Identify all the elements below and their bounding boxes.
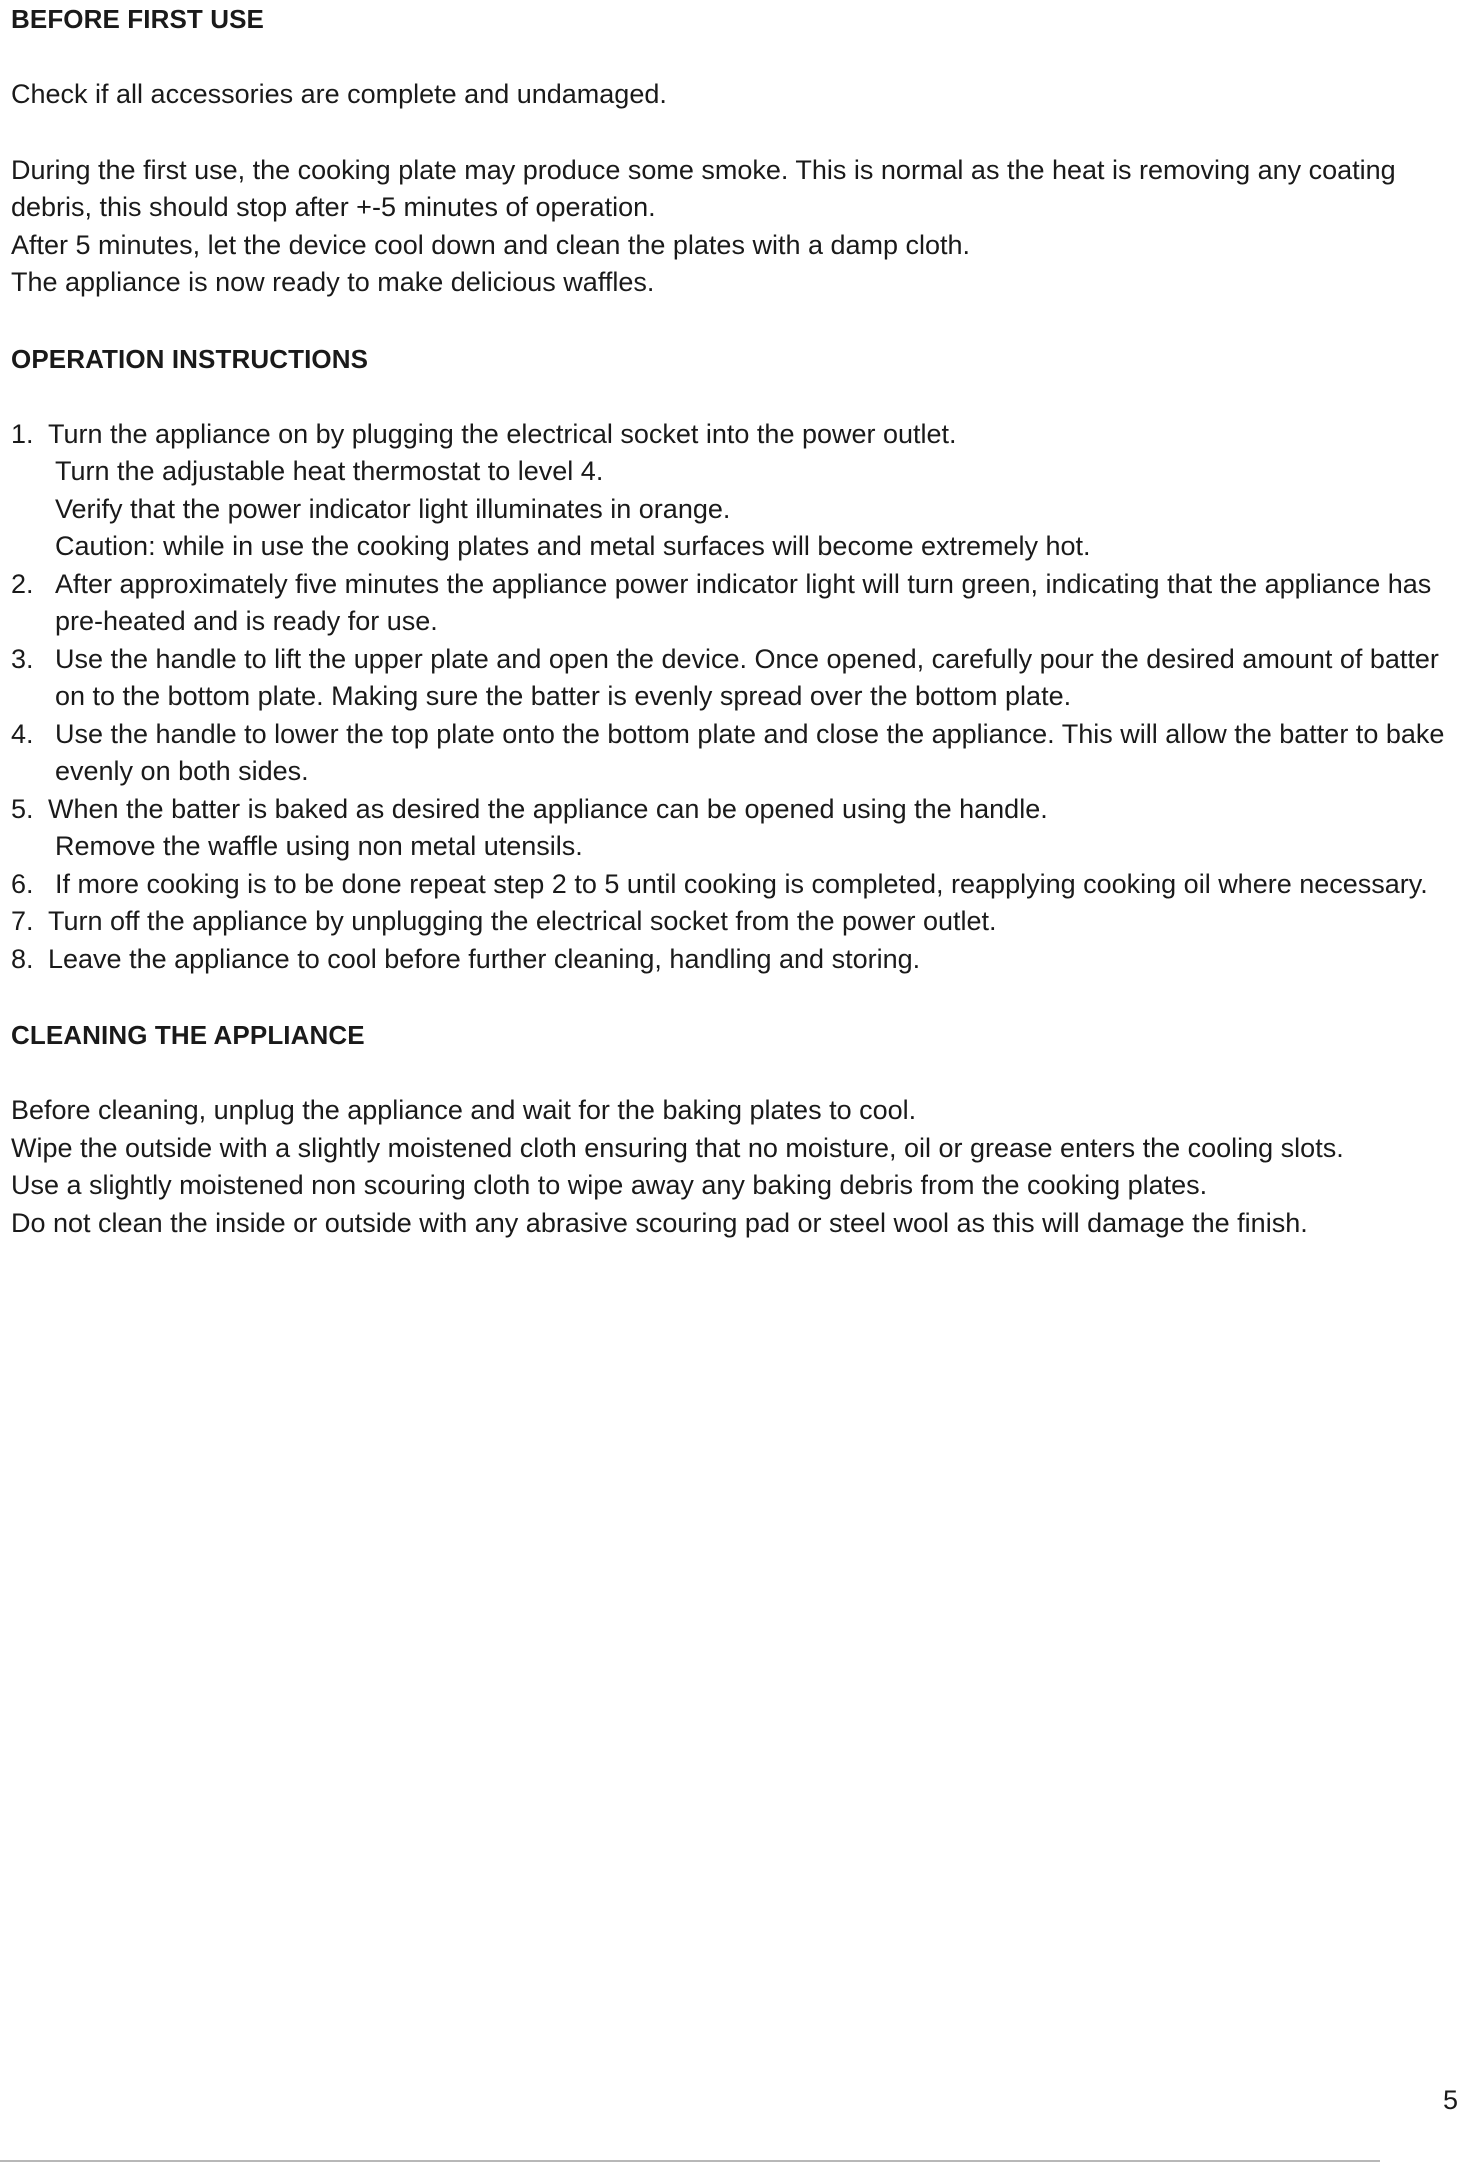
step-text: Turn off the appliance by unplugging the electrical socket from the power outlet. <box>48 906 997 936</box>
list-item-step-2 <box>11 566 1461 641</box>
cleaning-plates-text: Use a slightly moistened non scouring cloth to wipe away any baking debris from the cooking plates. <box>11 1170 1208 1200</box>
step-sub-line: Caution: while in use the cooking plates and metal surfaces will become extremely hot. <box>55 531 1091 561</box>
cleaning-unplug-text: Before cleaning, unplug the appliance and wait for the baking plates to cool. <box>11 1095 917 1125</box>
step-text: Use the handle to lower the top plate onto the bottom plate and close the appliance. This will allow the batter to bake evenly on both sides. <box>55 718 1445 786</box>
step-number: 8. <box>11 943 34 974</box>
step-text: Turn the appliance on by plugging the electrical socket into the power outlet. <box>48 418 957 449</box>
step-sub-line: Verify that the power indicator light illuminates in orange. <box>55 493 731 524</box>
step-number: 6. <box>11 868 34 899</box>
step-number: 1. <box>11 418 34 449</box>
section-heading-before-first-use: BEFORE FIRST USE <box>11 4 264 34</box>
list-item-step-3 <box>11 641 1461 716</box>
list-item-step-6 <box>11 866 1461 904</box>
section-heading-operation-instructions: OPERATION INSTRUCTIONS <box>11 343 369 374</box>
step-text: If more cooking is to be done repeat step 2 to 5 until cooking is completed, reapplying cooking oil where necessary. <box>55 868 1428 899</box>
step-sub-line: Remove the waffle using non metal utensils. <box>55 831 583 861</box>
list-item-step-7 <box>11 903 1461 941</box>
list-item-step-4 <box>11 716 1461 791</box>
footer-divider <box>0 2160 1380 2162</box>
step-text: After approximately five minutes the appliance power indicator light will turn green, indicating that the appliance has pre-heated and is ready for use. <box>55 568 1432 636</box>
step-number: 4. <box>11 718 34 749</box>
first-use-smoke-text: During the first use, the cooking plate may produce some smoke. This is normal as the heat is removing any coating debris, this should stop after +-5 minutes of operation. <box>11 154 1396 222</box>
section-heading-cleaning: CLEANING THE APPLIANCE <box>11 1020 365 1050</box>
list-item-step-8 <box>11 941 1461 979</box>
step-sub-line: Turn the adjustable heat thermostat to level 4. <box>55 456 604 486</box>
accessories-check-text: Check if all accessories are complete and undamaged. <box>11 79 667 109</box>
page-number: 5 <box>1443 2085 1459 2115</box>
list-item-step-1 <box>11 416 1461 566</box>
operation-steps-list <box>11 416 1461 979</box>
ready-text: The appliance is now ready to make delicious waffles. <box>11 267 655 297</box>
manual-page <box>11 0 1461 1242</box>
cool-down-text: After 5 minutes, let the device cool down and clean the plates with a damp cloth. <box>11 229 971 260</box>
cleaning-outside-text: Wipe the outside with a slightly moistened cloth ensuring that no moisture, oil or grease enters the cooling slots. <box>11 1132 1344 1163</box>
list-item-step-5 <box>11 791 1461 866</box>
step-text: When the batter is baked as desired the appliance can be opened using the handle. <box>48 793 1048 824</box>
step-number: 2. <box>11 568 34 599</box>
step-number: 3. <box>11 643 34 674</box>
cleaning-warning-text: Do not clean the inside or outside with any abrasive scouring pad or steel wool as this will damage the finish. <box>11 1207 1308 1238</box>
step-number: 5. <box>11 793 34 824</box>
step-text: Leave the appliance to cool before further cleaning, handling and storing. <box>48 943 921 974</box>
step-text: Use the handle to lift the upper plate and open the device. Once opened, carefully pour the desired amount of batter on to the bottom plate. Making sure the batter is evenly spread over the bottom plate. <box>55 643 1439 711</box>
step-number: 7. <box>11 906 34 936</box>
